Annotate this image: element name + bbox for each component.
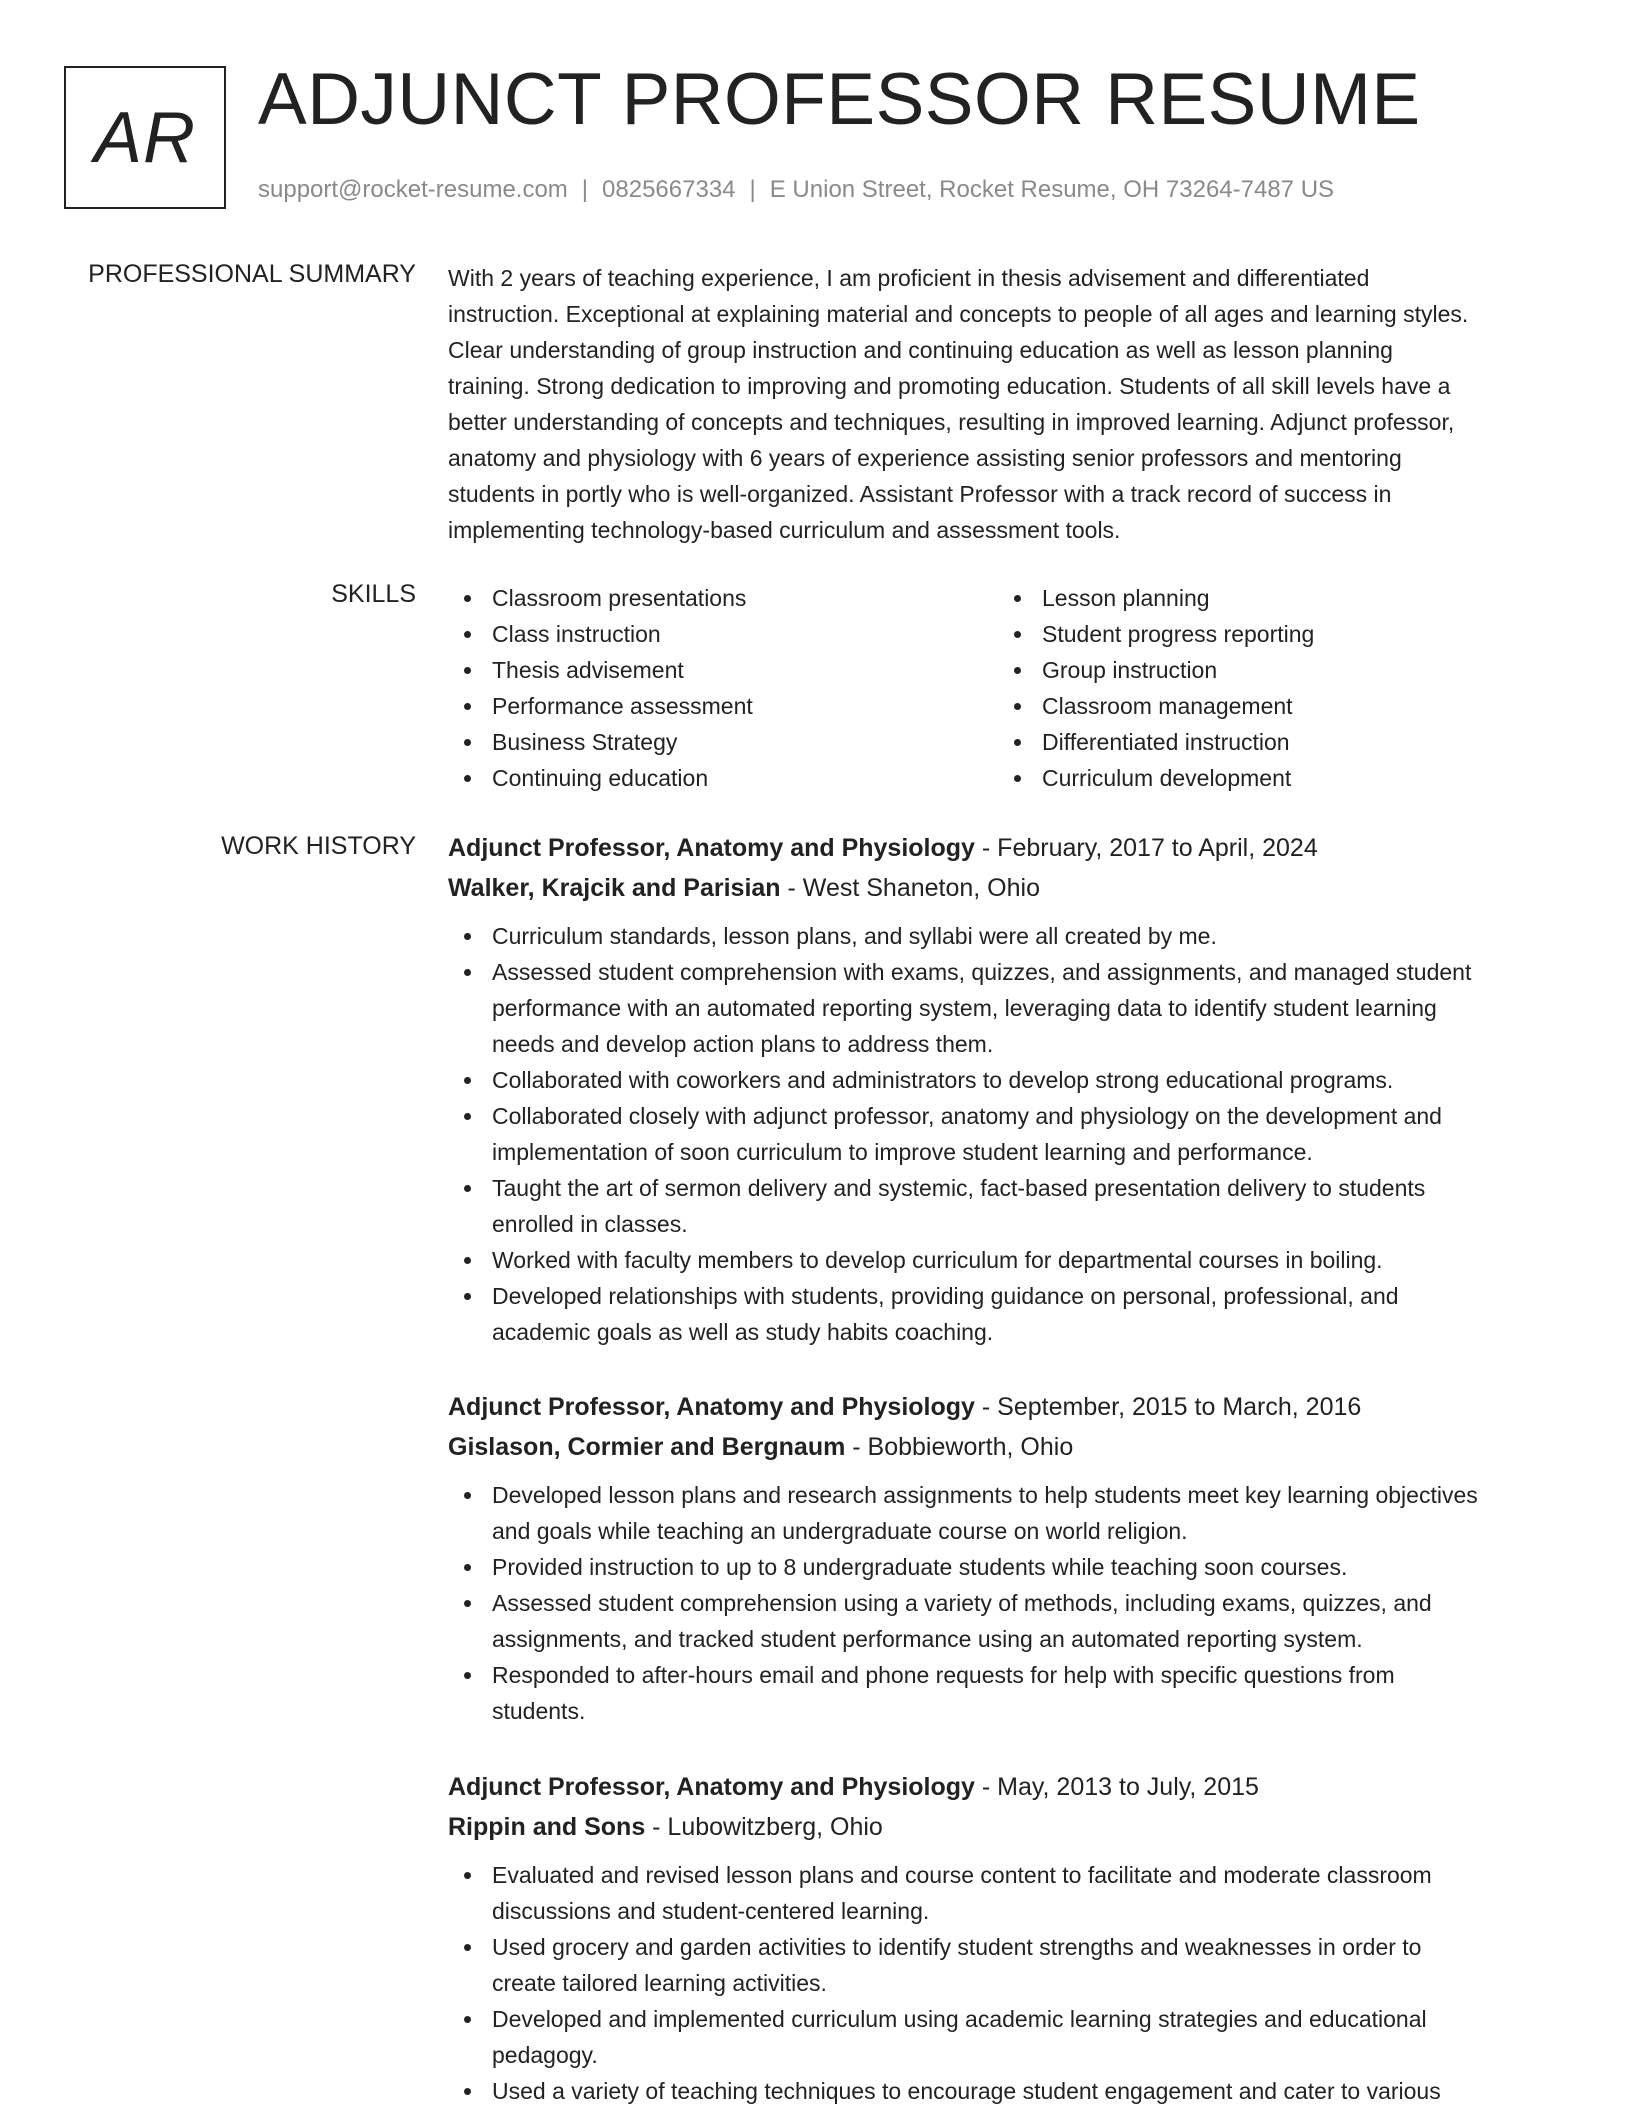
- skill-item: Differentiated instruction: [998, 724, 1548, 760]
- summary-line: Clear understanding of group instruction and continuing education as well as lesson planning: [448, 337, 1393, 363]
- skill-item: Group instruction: [998, 652, 1548, 688]
- resume-title: ADJUNCT PROFESSOR RESUME: [258, 59, 1421, 140]
- skill-item: Performance assessment: [448, 688, 998, 724]
- skill-item: Thesis advisement: [448, 652, 998, 688]
- skill-item: Lesson planning: [998, 580, 1548, 616]
- bullet-line: Used grocery and garden activities to identify student strengths and weaknesses in order to: [492, 1934, 1422, 1960]
- job-location: - Bobbieworth, Ohio: [845, 1433, 1074, 1461]
- bullet-line: Curriculum standards, lesson plans, and syllabi were all created by me.: [492, 923, 1217, 949]
- skill-item: Classroom management: [998, 688, 1548, 724]
- summary-line: students in portly who is well-organized. Assistant Professor with a track record of success in: [448, 481, 1392, 507]
- skills-column-right: [998, 580, 1548, 796]
- job-bullet: [448, 1477, 1568, 1549]
- summary-line: training. Strong dedication to improving and promoting education. Students of all skill levels have a: [448, 373, 1451, 399]
- bullet-line: Used a variety of teaching techniques to encourage student engagement and cater to various: [492, 2078, 1441, 2104]
- job-entry: [448, 1387, 1568, 1729]
- job-title: Adjunct Professor, Anatomy and Physiology: [448, 1393, 975, 1421]
- skills-list: [448, 580, 1568, 796]
- job-bullets: [448, 918, 1568, 1350]
- job-company: Gislason, Cormier and Bergnaum: [448, 1433, 846, 1461]
- job-company-line: [448, 1807, 1568, 1847]
- summary-line: better understanding of concepts and techniques, resulting in improved learning. Adjunct professor,: [448, 409, 1455, 435]
- job-bullet: [448, 2073, 1568, 2109]
- bullet-line: Evaluated and revised lesson plans and course content to facilitate and moderate classroom: [492, 1862, 1432, 1888]
- summary-text: [448, 260, 1568, 548]
- job-bullet: [448, 1585, 1568, 1657]
- job-title: Adjunct Professor, Anatomy and Physiology: [448, 1773, 975, 1801]
- contact-phone: 0825667334: [602, 176, 736, 203]
- bullet-line: discussions and student-centered learning.: [492, 1898, 930, 1924]
- job-dates: - February, 2017 to April, 2024: [974, 834, 1318, 862]
- job-bullet: [448, 1098, 1568, 1170]
- job-bullet: [448, 1857, 1568, 1929]
- bullet-line: Provided instruction to up to 8 undergraduate students while teaching soon courses.: [492, 1554, 1348, 1580]
- bullet-line: Assessed student comprehension with exams, quizzes, and assignments, and managed student: [492, 959, 1472, 985]
- job-company-line: [448, 868, 1568, 908]
- job-dates: - May, 2013 to July, 2015: [974, 1773, 1259, 1801]
- skill-item: Curriculum development: [998, 760, 1548, 796]
- section-label-summary: PROFESSIONAL SUMMARY: [88, 260, 416, 288]
- job-entry: [448, 1767, 1568, 2109]
- bullet-line: Taught the art of sermon delivery and systemic, fact-based presentation delivery to students: [492, 1175, 1426, 1201]
- skills-column-left: [448, 580, 998, 796]
- bullet-line: assignments, and tracked student performance using an automated reporting system.: [492, 1626, 1363, 1652]
- contact-email: support@rocket-resume.com: [258, 176, 568, 203]
- job-company: Walker, Krajcik and Parisian: [448, 874, 781, 902]
- contact-line: [258, 176, 1334, 204]
- job-bullet: [448, 1062, 1568, 1098]
- job-company: Rippin and Sons: [448, 1813, 646, 1841]
- job-title-line: [448, 828, 1568, 868]
- summary-line: anatomy and physiology with 6 years of experience assisting senior professors and mentoring: [448, 445, 1402, 471]
- section-label-work-history: WORK HISTORY: [221, 832, 416, 860]
- bullet-line: Developed relationships with students, providing guidance on personal, professional, and: [492, 1283, 1399, 1309]
- job-bullet: [448, 2001, 1568, 2073]
- job-bullet: [448, 1170, 1568, 1242]
- bullet-line: performance with an automated reporting system, leveraging data to identify student learning: [492, 995, 1437, 1021]
- job-bullet: [448, 918, 1568, 954]
- skill-item: Class instruction: [448, 616, 998, 652]
- job-bullet: [448, 1278, 1568, 1350]
- bullet-line: academic goals as well as study habits coaching.: [492, 1319, 994, 1345]
- job-entry: [448, 828, 1568, 1350]
- job-dates: - September, 2015 to March, 2016: [974, 1393, 1362, 1421]
- bullet-line: implementation of soon curriculum to improve student learning and performance.: [492, 1139, 1313, 1165]
- bullet-line: Worked with faculty members to develop curriculum for departmental courses in boiling.: [492, 1247, 1383, 1273]
- contact-address: E Union Street, Rocket Resume, OH 73264-7487 US: [769, 176, 1335, 203]
- bullet-line: Developed and implemented curriculum using academic learning strategies and educational: [492, 2006, 1427, 2032]
- monogram-text: AR: [93, 97, 197, 178]
- contact-separator: |: [749, 176, 756, 203]
- skill-item: Student progress reporting: [998, 616, 1548, 652]
- skill-item: Business Strategy: [448, 724, 998, 760]
- summary-line: With 2 years of teaching experience, I am proficient in thesis advisement and differentiated: [448, 265, 1370, 291]
- bullet-line: pedagogy.: [492, 2042, 598, 2068]
- bullet-line: Responded to after-hours email and phone requests for help with specific questions from: [492, 1662, 1395, 1688]
- section-label-skills: SKILLS: [331, 580, 416, 608]
- job-bullet: [448, 954, 1568, 1062]
- job-company-line: [448, 1427, 1568, 1467]
- job-bullet: [448, 1242, 1568, 1278]
- bullet-line: Collaborated with coworkers and administrators to develop strong educational programs.: [492, 1067, 1394, 1093]
- job-location: - Lubowitzberg, Ohio: [645, 1813, 883, 1841]
- job-bullet: [448, 1929, 1568, 2001]
- bullet-line: Collaborated closely with adjunct professor, anatomy and physiology on the development and: [492, 1103, 1442, 1129]
- bullet-line: and goals while teaching an undergraduate course on world religion.: [492, 1518, 1188, 1544]
- summary-line: implementing technology-based curriculum and assessment tools.: [448, 517, 1121, 543]
- job-bullet: [448, 1657, 1568, 1729]
- bullet-line: Developed lesson plans and research assignments to help students meet key learning objectives: [492, 1482, 1478, 1508]
- bullet-line: Assessed student comprehension using a variety of methods, including exams, quizzes, and: [492, 1590, 1432, 1616]
- monogram-badge: [64, 66, 226, 209]
- skill-item: Classroom presentations: [448, 580, 998, 616]
- contact-separator: |: [581, 176, 589, 203]
- job-location: - West Shaneton, Ohio: [780, 874, 1040, 902]
- skill-item: Continuing education: [448, 760, 998, 796]
- bullet-line: enrolled in classes.: [492, 1211, 688, 1237]
- job-bullets: [448, 1477, 1568, 1729]
- bullet-line: needs and develop action plans to address them.: [492, 1031, 994, 1057]
- job-title: Adjunct Professor, Anatomy and Physiology: [448, 834, 975, 862]
- summary-line: instruction. Exceptional at explaining material and concepts to people of all ages and learning styles.: [448, 301, 1469, 327]
- bullet-line: create tailored learning activities.: [492, 1970, 827, 1996]
- bullet-line: students.: [492, 1698, 586, 1724]
- job-title-line: [448, 1387, 1568, 1427]
- job-title-line: [448, 1767, 1568, 1807]
- job-bullet: [448, 1549, 1568, 1585]
- job-bullets: [448, 1857, 1568, 2109]
